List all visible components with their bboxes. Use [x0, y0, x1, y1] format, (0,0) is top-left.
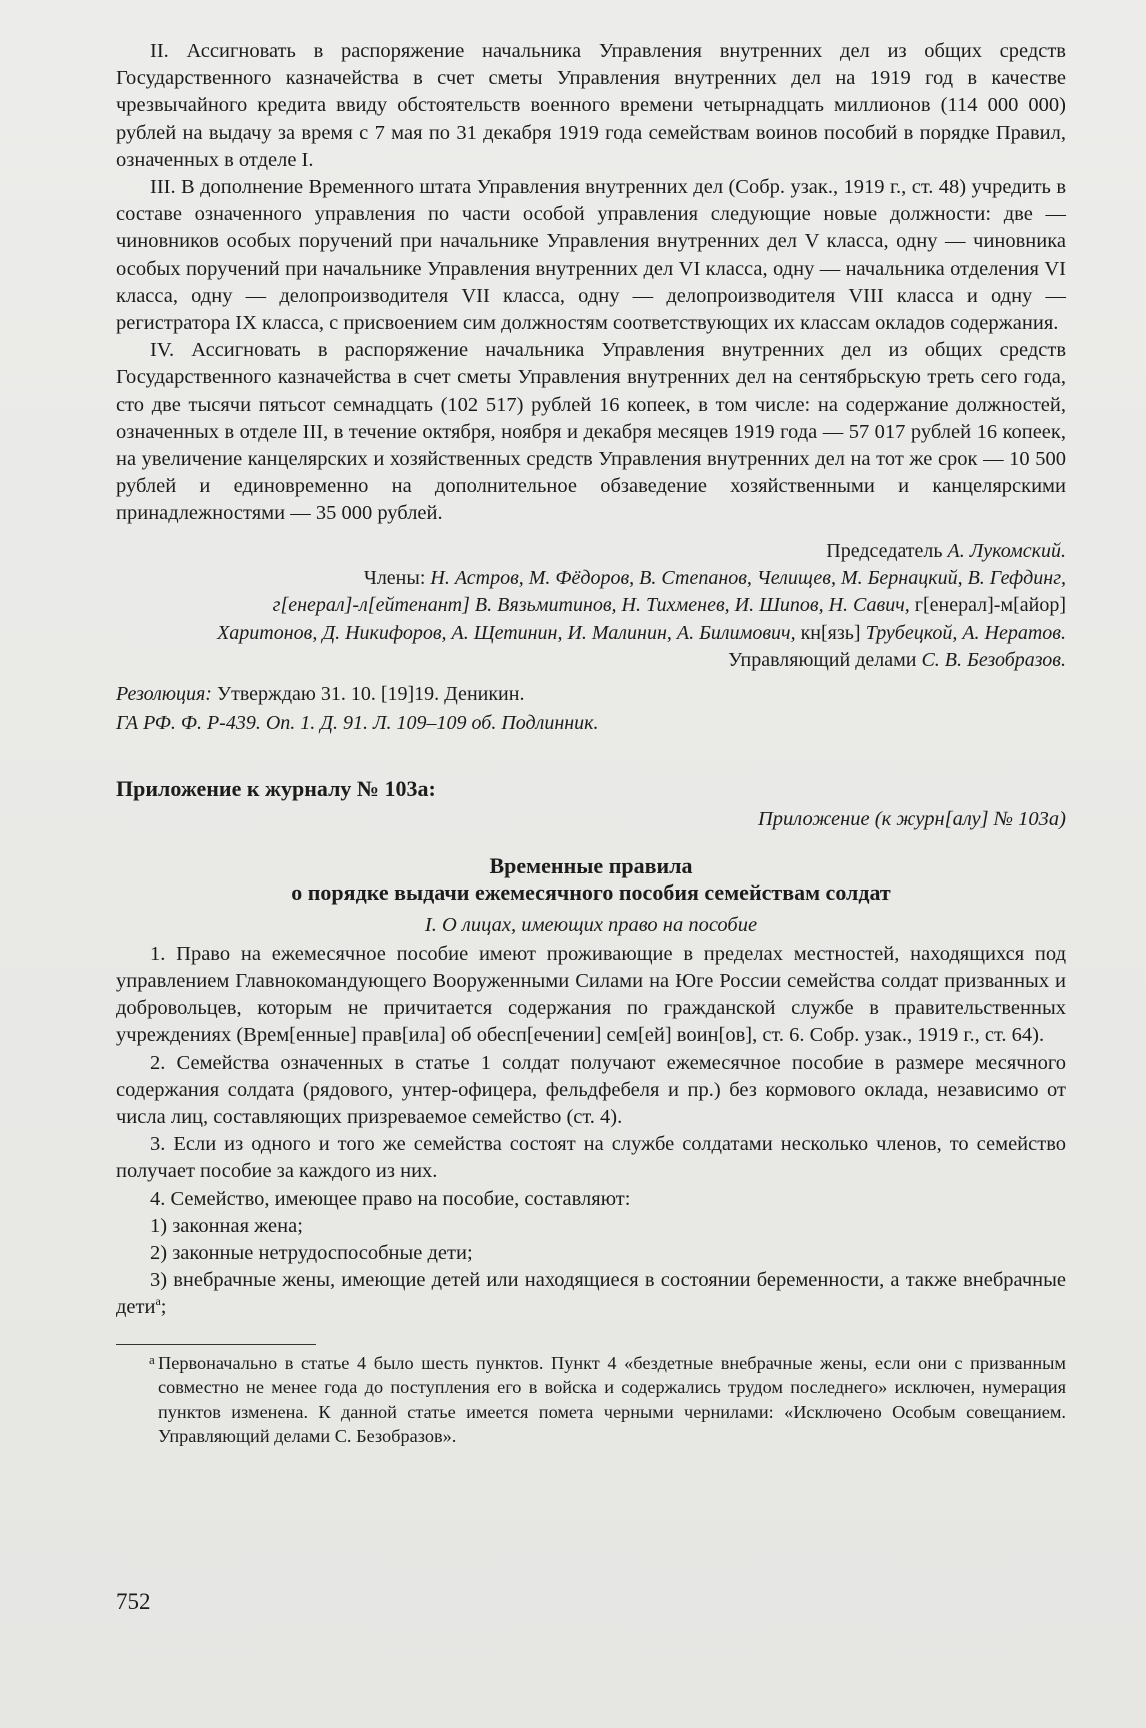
rule-4: 4. Семейство, имеющее право на пособие, составляют:	[150, 1187, 631, 1210]
archive-reference: ГА РФ. Ф. Р-439. Оп. 1. Д. 91. Л. 109–109 об. Подлинник.	[116, 711, 599, 734]
rule-4-item-3: 3) внебрачные жены, имеющие детей или находящиеся в состоянии беременности, а также внебрачные дети$^а$;	[116, 1269, 1066, 1319]
resolution: Резолюция: Утверждаю 31. 10. [19]19. Деникин.	[116, 682, 525, 705]
rule-3: 3. Если из одного и того же семейства состоят на службе солдатами несколько членов, то семейство получает пособие за каждого из них.	[116, 1133, 1066, 1183]
paragraph-IV: IV. Ассигновать в распоряжение начальника Управления внутренних дел из общих средств Государственного казначейства в счет сметы Управления внутренних дел на сентябрьскую треть сего года, сто две тысячи пятьсот семнадцать (102 517) рублей 16 копеек, в том числе: на содержание должностей, означенных в отделе III, в течение октября, ноября и декабря месяцев 1919 года — 57 017 рублей 16 копеек, на увеличение канцелярских и хозяйственных средств Управления внутренних дел на тот же срок — 10 500 рублей и единовременно на дополнительное обзаведение хозяйственными и канцелярскими принадлежностями — 35 000 рублей.	[116, 339, 1066, 525]
section-title: I. О лицах, имеющих право на пособие	[424, 913, 758, 936]
rule-4-item-1: 1) законная жена;	[150, 1214, 303, 1237]
chair-line: Председатель А. Лукомский.	[826, 539, 1066, 562]
members-line-1: Члены: Н. Астров, М. Фёдоров, В. Степанов, Челищев, М. Бернацкий, В. Гефдинг,	[363, 567, 1066, 590]
footnote-reference: а	[155, 1294, 161, 1309]
rule-2: 2. Семейства означенных в статье 1 солдат получают ежемесячное пособие в размере месячного содержания солдата (рядового, унтер-офицера, фельдфебеля и пр.) без кормового оклада, независимо от числа лиц, составляющих призреваемое семейство (ст. 4).	[116, 1051, 1066, 1128]
paragraph-II: II. Ассигновать в распоряжение начальника Управления внутренних дел из общих средств Государственного казначейства в счет сметы Управления внутренних дел на 1919 год в качестве чрезвычайного кредита ввиду обстоятельств военного времени четырнадцать миллионов (114 000 000) рублей на выдачу за время с 7 мая по 31 декабря 1919 года семействам воинов пособий в порядке Правил, означенных в отделе I.	[116, 40, 1066, 171]
members-line-2: г[енерал]-л[ейтенант] В. Вязьмитинов, Н. Тихменев, И. Шипов, Н. Савич, г[енерал]-м[айор]	[272, 594, 1066, 617]
manager-line: Управляющий делами С. В. Безобразов.	[728, 649, 1066, 672]
main-text-column	[116, 38, 1066, 1449]
rule-1: 1. Право на ежемесячное пособие имеют проживающие в пределах местностей, находящихся под управлением Главнокомандующего Вооруженными Силами на Юге России семейства солдат призванных и добровольцев, которым не причитается содержания по гражданской службе в правительственных учреждениях (Врем[енные] прав[ила] об обесп[ечении] сем[ей] воин[ов], ст. 6. Собр. узак., 1919 г., ст. 64).	[116, 942, 1066, 1047]
footnote-divider	[116, 1344, 316, 1345]
footnote-mark: а	[149, 1351, 155, 1367]
page-number: 752	[116, 1589, 151, 1614]
rules-title: Временные правила о порядке выдачи ежемесячного пособия семействам солдат	[291, 852, 891, 905]
members-line-3: Харитонов, Д. Никифоров, А. Щетинин, И. Малинин, А. Билимович, кн[язь] Трубецкой, А. Нератов.	[217, 621, 1066, 644]
footnote: а Первоначально в статье 4 было шесть пунктов. Пункт 4 «бездетные внебрачные жены, если они с призванным совместно не менее года до поступления его в войска и содержались трудом последнего» исключен, нумерация пунктов изменена. К данной статье имеется помета черными чернилами: «Исключено Особым совещанием. Управляющий делами С. Безобразов».	[116, 1351, 1066, 1449]
paragraph-III: III. В дополнение Временного штата Управления внутренних дел (Собр. узак., 1919 г., ст. 48) учредить в составе означенного управления по части особой управления следующие новые должности: две — чиновников особых поручений при начальнике Управления внутренних дел V класса, одну — чиновника особых поручений при начальнике Управления внутренних дел VI класса, одну — начальника отделения VI класса, одну — делопроизводителя VII класса, одну — делопроизводителя VIII класса и одну — регистратора IX класса, с присвоением сим должностям соответствующих их классам окладов содержания.	[116, 176, 1066, 335]
signature-block	[116, 538, 1066, 675]
rule-4-item-2: 2) законные нетрудоспособные дети;	[150, 1241, 473, 1264]
appendix-label: Приложение (к журн[алу] № 103а)	[757, 808, 1066, 831]
appendix-heading: Приложение к журналу № 103а:	[116, 776, 436, 802]
